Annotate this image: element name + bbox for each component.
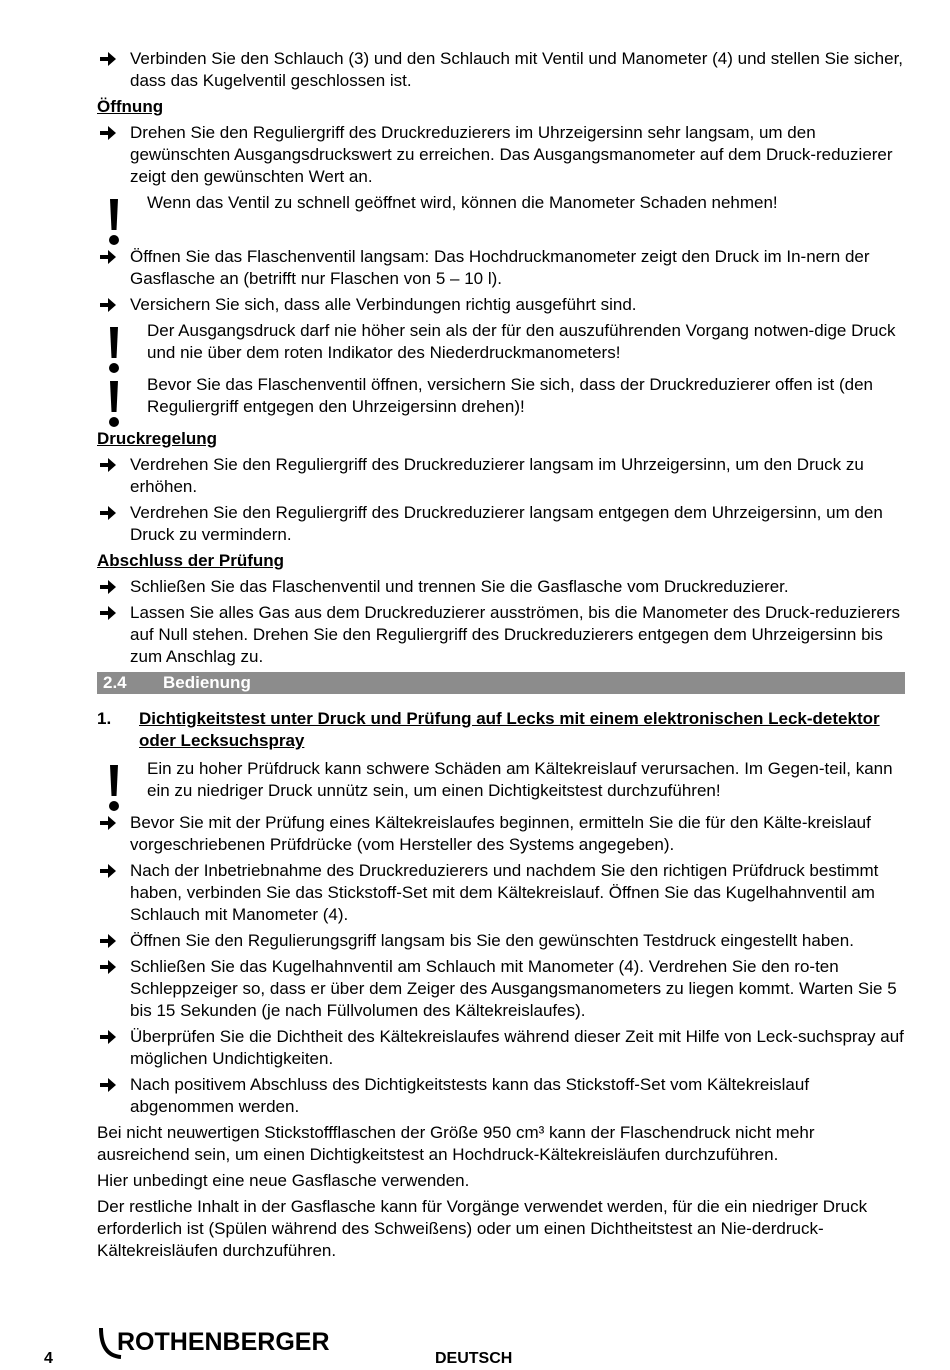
section-number: 2.4	[103, 673, 127, 692]
subheading: Druckregelung	[97, 429, 217, 448]
arrow-right-icon	[99, 1076, 117, 1094]
bullet-text: Öffnen Sie das Flaschenventil langsam: Das Hochdruckmanometer zeigt den Druck im In-nern der Gasflasche an (betrifft nur Flaschen von 5 – 10 l).	[130, 247, 870, 288]
arrow-right-icon	[99, 958, 117, 976]
bullet-text: Schließen Sie das Kugelhahnventil am Schlauch mit Manometer (4). Verdrehen Sie den ro-ten Schleppzeiger so, dass er über dem Zeiger des Ausgangsmanometers zu liegen kommt. Warten Sie 5 bis 15 Sekunden (je nach Füllvolumen des Kältekreislaufes).	[130, 957, 897, 1020]
arrow-right-icon	[99, 50, 117, 68]
bullet-item	[97, 930, 905, 952]
warning-text: Ein zu hoher Prüfdruck kann schwere Schäden am Kältekreislauf verursachen. Im Gegen-teil, kann ein zu niedriger Druck unnütz sein, um einen Dichtigkeitstest durchzuführen!	[147, 759, 893, 800]
top-content	[97, 48, 905, 668]
bullet-text: Lassen Sie alles Gas aus dem Druckreduzierer ausströmen, bis die Manometer des Druck-reduzierers auf Null stehen. Drehen Sie den Reguliergriff des Druckreduzierers entgegen dem Uhrzeigersinn bis zum Anschlag zu.	[130, 603, 901, 666]
bullet-item	[97, 246, 905, 290]
arrow-right-icon	[99, 504, 117, 522]
section-bar	[97, 672, 905, 694]
page-footer	[0, 1322, 950, 1367]
bullet-item	[97, 1074, 905, 1118]
arrow-right-icon	[99, 248, 117, 266]
arrow-right-icon	[99, 862, 117, 880]
paragraph: Hier unbedingt eine neue Gasflasche verwenden.	[97, 1171, 470, 1190]
bullet-item	[97, 454, 905, 498]
bullet-text: Versichern Sie sich, dass alle Verbindungen richtig ausgeführt sind.	[130, 295, 637, 314]
bullet-item	[97, 576, 905, 598]
warning-note	[97, 758, 905, 806]
arrow-right-icon	[99, 1028, 117, 1046]
arrow-right-icon	[99, 932, 117, 950]
numbered-heading-number: 1.	[97, 709, 112, 728]
bullet-item	[97, 48, 905, 92]
bullet-item	[97, 1026, 905, 1070]
warning-note	[97, 192, 905, 240]
exclamation-icon	[107, 764, 121, 812]
arrow-right-icon	[99, 604, 117, 622]
bullet-text: Verdrehen Sie den Reguliergriff des Druckreduzierer langsam im Uhrzeigersinn, um den Druck zu erhöhen.	[130, 455, 864, 496]
subheading: Abschluss der Prüfung	[97, 551, 285, 570]
rothenberger-logo	[97, 1324, 347, 1360]
exclamation-icon	[107, 326, 121, 374]
bottom-content	[97, 758, 905, 1262]
numbered-heading-text: Dichtigkeitstest unter Druck und Prüfung auf Lecks mit einem elektronischen Leck-detektor oder Lecksuchspray	[139, 709, 880, 750]
bullet-text: Nach positivem Abschluss des Dichtigkeitstests kann das Stickstoff-Set vom Kältekreislauf abgenommen werden.	[130, 1075, 810, 1116]
warning-note	[97, 374, 905, 422]
bullet-text: Öffnen Sie den Regulierungsgriff langsam bis Sie den gewünschten Testdruck eingestellt haben.	[130, 931, 854, 950]
bullet-item	[97, 860, 905, 926]
bullet-item	[97, 956, 905, 1022]
bullet-item	[97, 294, 905, 316]
bullet-text: Drehen Sie den Reguliergriff des Druckreduzierers im Uhrzeigersinn sehr langsam, um den gewünschten Ausgangsdruckswert zu erreichen. Das Ausgangsmanometer auf dem Druck-reduzierer zeigt den gewünschten Wert an.	[130, 123, 893, 186]
warning-text: Wenn das Ventil zu schnell geöffnet wird, können die Manometer Schaden nehmen!	[147, 193, 778, 212]
language-label: DEUTSCH	[435, 1350, 513, 1367]
bullet-text: Überprüfen Sie die Dichtheit des Kältekreislaufes während dieser Zeit mit Hilfe von Leck-suchspray auf möglichen Undichtigkeiten.	[130, 1027, 904, 1068]
warning-note	[97, 320, 905, 368]
bullet-item	[97, 602, 905, 668]
bullet-item	[97, 502, 905, 546]
bullet-text: Verbinden Sie den Schlauch (3) und den Schlauch mit Ventil und Manometer (4) und stellen Sie sicher, dass das Kugelventil geschlossen ist.	[130, 49, 904, 90]
arrow-right-icon	[99, 456, 117, 474]
document-body	[97, 48, 905, 1266]
exclamation-icon	[107, 380, 121, 428]
warning-text: Bevor Sie das Flaschenventil öffnen, versichern Sie sich, dass der Druckreduzierer offen ist (den Reguliergriff entgegen den Uhrzeigersinn drehen)!	[147, 375, 874, 416]
paragraph: Bei nicht neuwertigen Stickstoffflaschen der Größe 950 cm³ kann der Flaschendruck nicht mehr ausreichend sein, um einen Dichtigkeitstest an Hochdruck-Kältekreisläufen durchzuführen.	[97, 1123, 815, 1164]
exclamation-icon	[107, 198, 121, 246]
bullet-item	[97, 812, 905, 856]
numbered-heading	[97, 708, 905, 752]
page-number: 4	[44, 1350, 53, 1367]
bullet-text: Bevor Sie mit der Prüfung eines Kältekreislaufes beginnen, ermitteln Sie die für den Kälte-kreislauf vorgeschriebenen Prüfdrücke (vom Hersteller des Systems angegeben).	[130, 813, 871, 854]
arrow-right-icon	[99, 124, 117, 142]
svg-text:ROTHENBERGER: ROTHENBERGER	[117, 1328, 330, 1356]
bullet-text: Verdrehen Sie den Reguliergriff des Druckreduzierer langsam entgegen dem Uhrzeigersinn, um den Druck zu vermindern.	[130, 503, 883, 544]
warning-text: Der Ausgangsdruck darf nie höher sein als der für den auszuführenden Vorgang notwen-dige Druck und nie über dem roten Indikator des Niederdruckmanometers!	[147, 321, 896, 362]
paragraph: Der restliche Inhalt in der Gasflasche kann für Vorgänge verwendet werden, für die ein niedriger Druck erforderlich ist (Spülen während des Schweißens) oder um einen Dichtheitstest an Nie-derdruck-Kältekreisläufen durchzuführen.	[97, 1197, 868, 1260]
arrow-right-icon	[99, 814, 117, 832]
bullet-text: Schließen Sie das Flaschenventil und trennen Sie die Gasflasche vom Druckreduzierer.	[130, 577, 789, 596]
bullet-text: Nach der Inbetriebnahme des Druckreduzierers und nachdem Sie den richtigen Prüfdruck bestimmt haben, verbinden Sie das Stickstoff-Set mit dem Kältekreislauf. Öffnen Sie das Kugelhahnventil am Schlauch mit Manometer (4).	[130, 861, 879, 924]
bullet-item	[97, 122, 905, 188]
arrow-right-icon	[99, 296, 117, 314]
section-title: Bedienung	[163, 673, 251, 692]
arrow-right-icon	[99, 578, 117, 596]
subheading: Öffnung	[97, 97, 164, 116]
